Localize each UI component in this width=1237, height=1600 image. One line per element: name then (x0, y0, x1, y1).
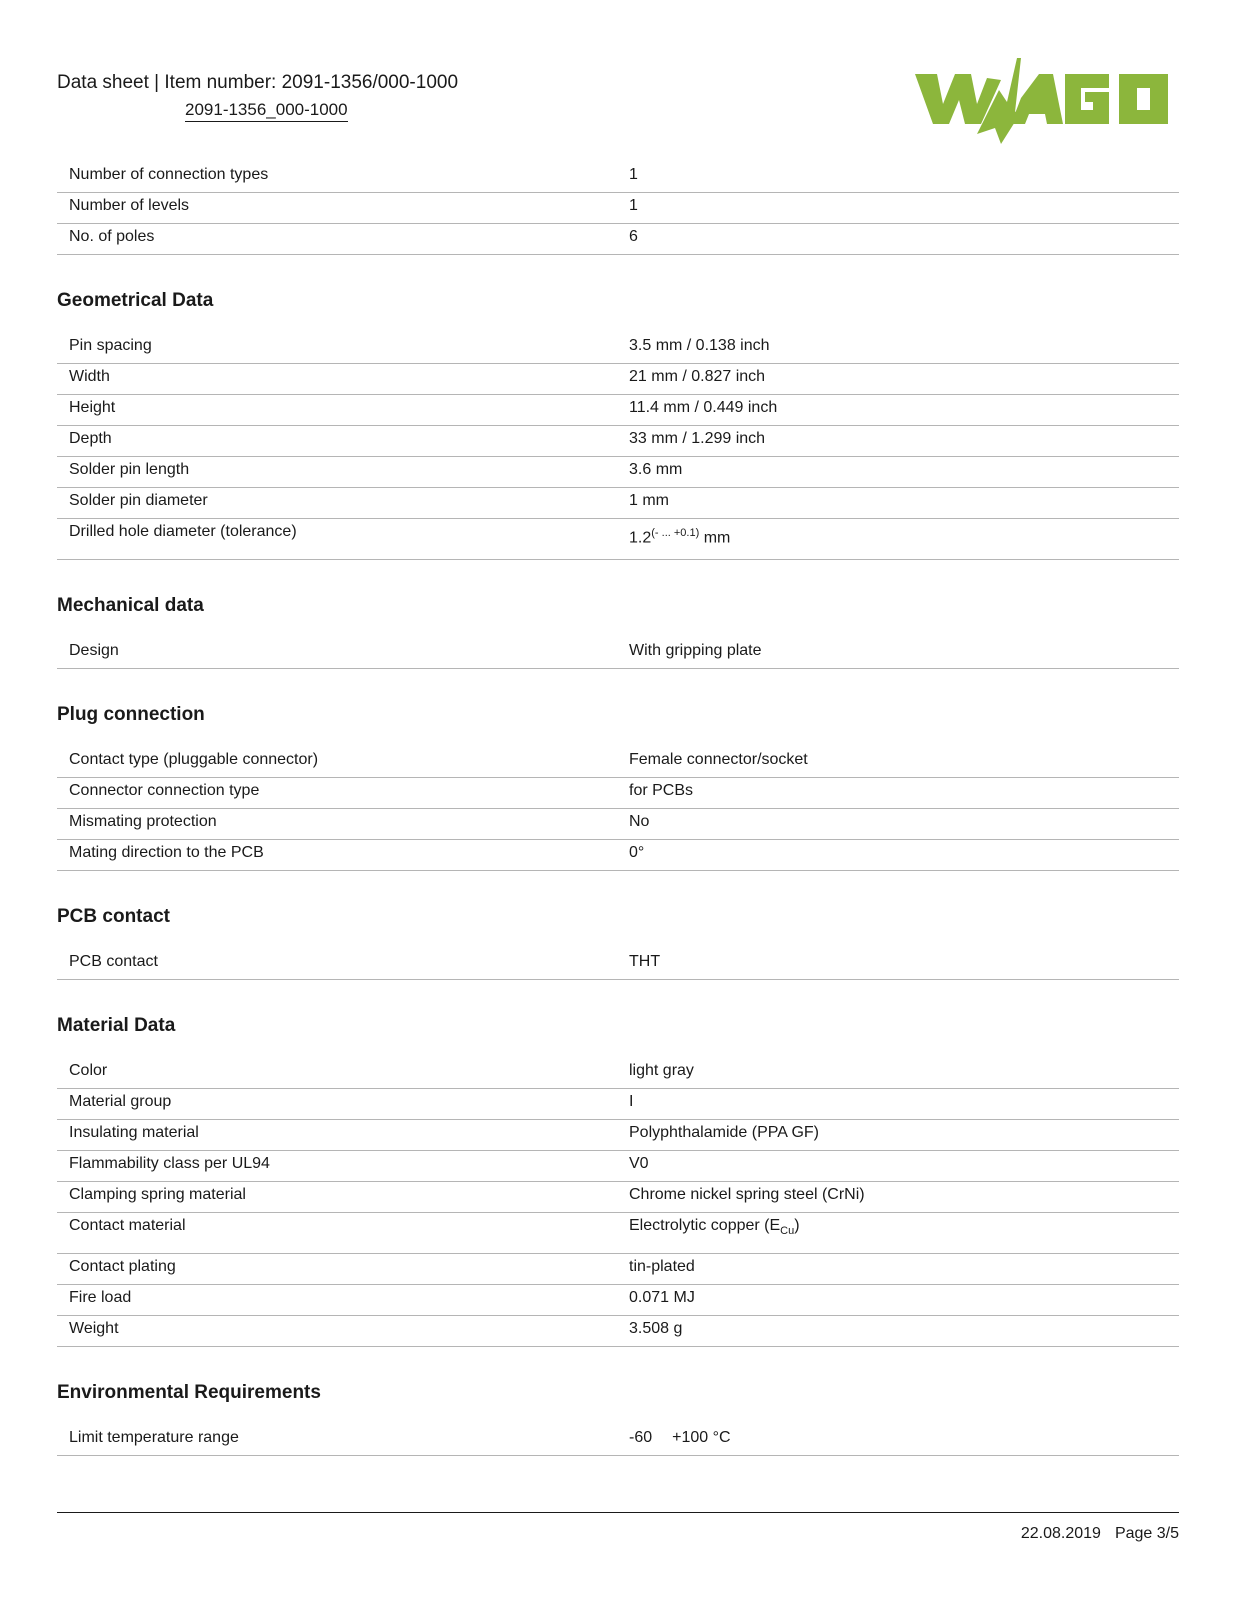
row-value: Polyphthalamide (PPA GF) (629, 1124, 820, 1141)
row-label: Color (69, 1062, 108, 1079)
row-value: 21 mm / 0.827 inch (629, 368, 766, 385)
row-label: Design (69, 642, 119, 659)
row-label: Connector connection type (69, 782, 260, 799)
row-label: Weight (69, 1320, 119, 1337)
footer-page: Page 3/5 (1114, 1525, 1179, 1542)
material-table (57, 1058, 1179, 1347)
row-value: With gripping plate (629, 642, 762, 659)
table-row (57, 840, 1179, 871)
row-label: Contact material (69, 1217, 186, 1234)
row-label: Material group (69, 1093, 172, 1110)
item-link[interactable]: 2091-1356_000-1000 (185, 100, 348, 122)
row-value: light gray (629, 1062, 694, 1079)
content (57, 162, 1179, 1456)
footer-date: 22.08.2019 (1020, 1525, 1101, 1542)
row-label: No. of poles (69, 228, 155, 245)
table-row (57, 1254, 1179, 1285)
row-value (629, 1217, 800, 1237)
row-value: 6 (629, 228, 638, 245)
table-row (57, 519, 1179, 560)
row-value: 1 (629, 197, 638, 214)
drilled-base: 1.2 (629, 529, 652, 547)
table-row (57, 1120, 1179, 1151)
row-label: Width (69, 368, 110, 385)
section-title-material: Material Data (57, 1015, 176, 1036)
table-row (57, 638, 1179, 669)
pcb-table (57, 949, 1179, 980)
drilled-tolerance: (- ... +0.1) (651, 527, 700, 539)
row-value: for PCBs (629, 782, 694, 799)
row-value: Female connector/socket (629, 751, 808, 768)
table-row (57, 1285, 1179, 1316)
row-label: Mismating protection (69, 813, 217, 830)
table-row (57, 778, 1179, 809)
section-title-plug: Plug connection (57, 704, 205, 725)
row-value: 33 mm / 1.299 inch (629, 430, 766, 447)
table-row (57, 457, 1179, 488)
row-value: 3.508 g (629, 1320, 683, 1337)
row-label: Contact type (pluggable connector) (69, 751, 319, 768)
page-title: Data sheet | Item number: 2091-1356/000-1000 (57, 72, 459, 93)
table-row (57, 1058, 1179, 1089)
row-label: Pin spacing (69, 337, 152, 354)
row-value: 11.4 mm / 0.449 inch (629, 399, 778, 416)
contact-material-sub: Cu (780, 1225, 795, 1238)
mechanical-table (57, 638, 1179, 669)
footer-divider (57, 1512, 1179, 1513)
row-value: THT (629, 953, 661, 970)
geometrical-table (57, 333, 1179, 560)
row-label: Mating direction to the PCB (69, 844, 264, 861)
table-row (57, 1316, 1179, 1347)
section-title-mechanical: Mechanical data (57, 595, 204, 616)
environmental-table (57, 1425, 1179, 1456)
table-row (57, 193, 1179, 224)
row-value: 1 (629, 166, 638, 183)
row-label: Height (69, 399, 116, 416)
table-row (57, 1089, 1179, 1120)
row-label: Clamping spring material (69, 1186, 246, 1203)
row-label: Number of connection types (69, 166, 269, 183)
footer (1007, 1525, 1179, 1543)
table-row (57, 162, 1179, 193)
row-label: Fire load (69, 1289, 132, 1306)
row-value: 0.071 MJ (629, 1289, 695, 1306)
contact-material-post: ) (794, 1217, 800, 1234)
table-row (57, 1182, 1179, 1213)
table-row (57, 426, 1179, 457)
table-row (57, 1425, 1179, 1456)
drilled-unit: mm (699, 529, 731, 547)
row-value: Chrome nickel spring steel (CrNi) (629, 1186, 865, 1203)
row-label: Flammability class per UL94 (69, 1155, 270, 1172)
row-value: tin-plated (629, 1258, 695, 1275)
row-value: 0° (629, 844, 645, 861)
row-value (629, 1429, 731, 1447)
row-label: Solder pin diameter (69, 492, 208, 509)
section-title-geometrical: Geometrical Data (57, 290, 214, 311)
row-value: I (629, 1093, 634, 1110)
table-row (57, 488, 1179, 519)
temp-min: -60 (629, 1429, 653, 1446)
row-value (629, 527, 730, 547)
table-row (57, 395, 1179, 426)
row-label: Contact plating (69, 1258, 176, 1275)
row-value: 3.6 mm (629, 461, 683, 478)
general-table (57, 162, 1179, 255)
row-value: 1 mm (629, 492, 669, 509)
row-label: Insulating material (69, 1124, 199, 1141)
wago-logo-icon (915, 58, 1168, 144)
row-value: V0 (629, 1155, 649, 1172)
row-label: Drilled hole diameter (tolerance) (69, 523, 297, 540)
row-label: PCB contact (69, 953, 158, 970)
table-row (57, 747, 1179, 778)
table-row (57, 333, 1179, 364)
contact-material-pre: Electrolytic copper (E (629, 1217, 781, 1234)
row-label: Depth (69, 430, 112, 447)
row-label: Solder pin length (69, 461, 190, 478)
section-title-pcb: PCB contact (57, 906, 170, 927)
table-row (57, 1151, 1179, 1182)
table-row (57, 949, 1179, 980)
table-row (57, 364, 1179, 395)
datasheet-page (57, 0, 1179, 1600)
row-value: No (629, 813, 650, 830)
row-value: 3.5 mm / 0.138 inch (629, 337, 770, 354)
table-row (57, 809, 1179, 840)
plug-table (57, 747, 1179, 871)
section-title-environmental: Environmental Requirements (57, 1382, 321, 1403)
table-row (57, 1213, 1179, 1254)
row-label: Limit temperature range (69, 1429, 239, 1446)
table-row (57, 224, 1179, 255)
row-label: Number of levels (69, 197, 190, 214)
temp-max: +100 °C (672, 1429, 731, 1446)
